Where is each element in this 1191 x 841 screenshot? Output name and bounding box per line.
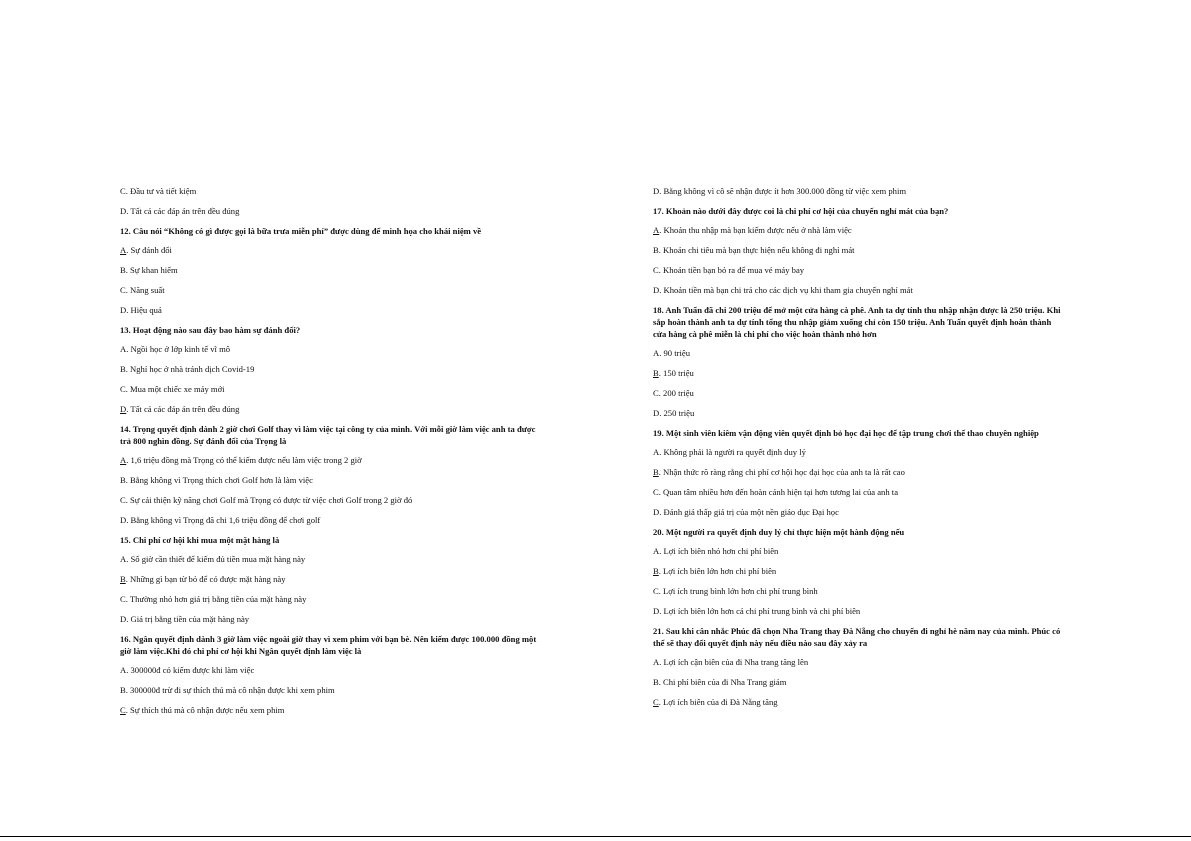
answer-option: A. Số giờ cần thiết để kiếm đủ tiền mua mặt hàng này (120, 554, 306, 564)
answer-option: C. Đầu tư và tiết kiệm (120, 186, 197, 196)
question-text: 12. Câu nói “Không có gì được gọi là bữa trưa miễn phí” được dùng để minh họa cho khái niệm về (120, 226, 482, 236)
question-text: 15. Chi phí cơ hội khi mua một mặt hàng là (120, 535, 280, 545)
answer-option-correct (653, 466, 1066, 479)
answer-option-correct (120, 573, 538, 586)
answer-text: . Sự thích thú mà cô nhận được nếu xem phim (125, 705, 285, 715)
answer-option: D. Tất cả các đáp án trên đều đúng (120, 206, 240, 216)
answer-option: A. Lợi ích cận biên của đi Nha trang tăng lên (653, 657, 809, 667)
answer-option: C. Mua một chiếc xe máy mới (120, 384, 225, 394)
answer-option-correct (653, 696, 1066, 709)
answer-text: . 150 triệu (658, 368, 694, 378)
answer-option: C. 200 triệu (653, 388, 694, 398)
answer-option: D. Đánh giá thấp giá trị của một nền giáo dục Đại học (653, 507, 839, 517)
answer-option: D. Bằng không vì Trọng đã chi 1,6 triệu đồng để chơi golf (120, 515, 321, 525)
answer-option: C. Sự cải thiện kỹ năng chơi Golf mà Trọng có được từ việc chơi Golf trong 2 giờ đó (120, 495, 413, 505)
answer-option: B. Chi phí biên của đi Nha Trang giảm (653, 677, 787, 687)
answer-letter: C (653, 697, 659, 707)
answer-letter: D (120, 404, 127, 414)
answer-option-correct (653, 224, 1066, 237)
right-column (653, 185, 1066, 709)
answer-text: . Tất cả các đáp án trên đều đúng (126, 404, 240, 414)
answer-text: . 1,6 triệu đồng mà Trọng có thể kiếm được nếu làm việc trong 2 giờ (126, 455, 362, 465)
left-column (120, 185, 538, 717)
answer-option: A. Lợi ích biên nhỏ hơn chi phí biên (653, 546, 779, 556)
answer-option: A. Không phải là người ra quyết định duy lý (653, 447, 806, 457)
answer-letter: B (653, 467, 659, 477)
answer-option: B. Bằng không vì Trọng thích chơi Golf hơn là làm việc (120, 475, 313, 485)
answer-option: B. 300000đ trừ đi sự thích thú mà cô nhận được khi xem phim (120, 685, 335, 695)
answer-letter: C (120, 705, 126, 715)
answer-option: A. 90 triệu (653, 348, 690, 358)
answer-letter: B (653, 566, 659, 576)
question-text: 17. Khoản nào dưới đây được coi là chi phí cơ hội của chuyến nghỉ mát của bạn? (653, 206, 949, 216)
answer-option: A. 300000đ có kiếm được khi làm việc (120, 665, 255, 675)
question-text: 14. Trọng quyết định dành 2 giờ chơi Golf thay vì làm việc tại công ty của mình. Với mỗi giờ làm việc anh ta được trả 800 nghìn đồng. Sự đánh đổi của Trọng là (120, 424, 536, 446)
answer-text: . Những gì bạn từ bỏ để có được mặt hàng này (125, 574, 286, 584)
answer-text: . Khoản thu nhập mà bạn kiếm được nếu ở nhà làm việc (659, 225, 852, 235)
answer-option-correct (120, 454, 538, 467)
answer-option: B. Khoản chi tiêu mà bạn thực hiện nếu không đi nghỉ mát (653, 245, 855, 255)
answer-option: C. Thường nhỏ hơn giá trị bằng tiền của mặt hàng này (120, 594, 307, 604)
answer-option: B. Sự khan hiếm (120, 265, 178, 275)
answer-option: A. Ngồi học ở lớp kinh tế vĩ mô (120, 344, 231, 354)
question-text: 19. Một sinh viên kiêm vận động viên quyết định bỏ học đại học để tập trung chơi thể thao chuyên nghiệp (653, 428, 1039, 438)
answer-text: . Lợi ích biên của đi Đà Nẵng tăng (658, 697, 778, 707)
answer-option: D. Hiệu quả (120, 305, 162, 315)
answer-option: C. Khoản tiền bạn bỏ ra để mua vé máy bay (653, 265, 805, 275)
answer-option: D. Giá trị bằng tiền của mặt hàng này (120, 614, 250, 624)
answer-option-correct (120, 403, 538, 416)
answer-option: D. 250 triệu (653, 408, 695, 418)
answer-option: C. Năng suất (120, 285, 165, 295)
question-text: 20. Một người ra quyết định duy lý chỉ thực hiện một hành động nếu (653, 527, 905, 537)
answer-option-correct (653, 565, 1066, 578)
answer-option-correct (120, 704, 538, 717)
answer-letter: B (120, 574, 126, 584)
answer-text: . Nhận thức rõ ràng rằng chi phí cơ hội học đại học của anh ta là rất cao (658, 467, 905, 477)
answer-text: . Sự đánh đổi (126, 245, 172, 255)
answer-text: . Lợi ích biên lớn hơn chi phí biên (658, 566, 777, 576)
question-text: 21. Sau khi cân nhắc Phúc đã chọn Nha Trang thay Đà Nẵng cho chuyến đi nghỉ hè năm nay của mình. Phúc có thể sẽ thay đổi quyết định này nếu điều nào sau đây xảy ra (653, 626, 1061, 648)
answer-letter: A (120, 455, 127, 465)
answer-letter: B (653, 368, 659, 378)
answer-option: D. Lợi ích biên lớn hơn cả chi phí trung bình và chi phí biên (653, 606, 861, 616)
question-text: 16. Ngân quyết định dành 3 giờ làm việc ngoài giờ thay vì xem phim với bạn bè. Nên kiếm được 100.000 đồng một giờ làm việc.Khi đó chi phí cơ hội khi Ngân quyết định làm việc là (120, 634, 537, 656)
page-bottom-border (0, 836, 1191, 837)
answer-option: C. Lợi ích trung bình lớn hơn chi phí trung bình (653, 586, 818, 596)
answer-option: D. Bằng không vì cô sẽ nhận được ít hơn 300.000 đồng từ việc xem phim (653, 186, 907, 196)
answer-option: C. Quan tâm nhiều hơn đến hoàn cảnh hiện tại hơn tương lai của anh ta (653, 487, 899, 497)
answer-letter: A (120, 245, 127, 255)
answer-option: D. Khoản tiền mà bạn chi trả cho các dịch vụ khi tham gia chuyến nghỉ mát (653, 285, 913, 295)
question-text: 13. Hoạt động nào sau đây bao hàm sự đánh đổi? (120, 325, 301, 335)
answer-option: B. Nghỉ học ở nhà tránh dịch Covid-19 (120, 364, 255, 374)
answer-letter: A (653, 225, 660, 235)
answer-option-correct (120, 244, 538, 257)
answer-option-correct (653, 367, 1066, 380)
question-text: 18. Anh Tuấn đã chi 200 triệu để mở một cửa hàng cà phê. Anh ta dự tính thu nhập nhận được là 250 triệu. Khi sắp hoàn thành anh ta dự tính tổng thu nhập giảm xuống chỉ còn 150 triệu. Anh Tuấn quyết định hoàn thành cửa hàng cà phê miễn là chi phí cho việc hoàn thành nhỏ hơn (653, 305, 1061, 339)
